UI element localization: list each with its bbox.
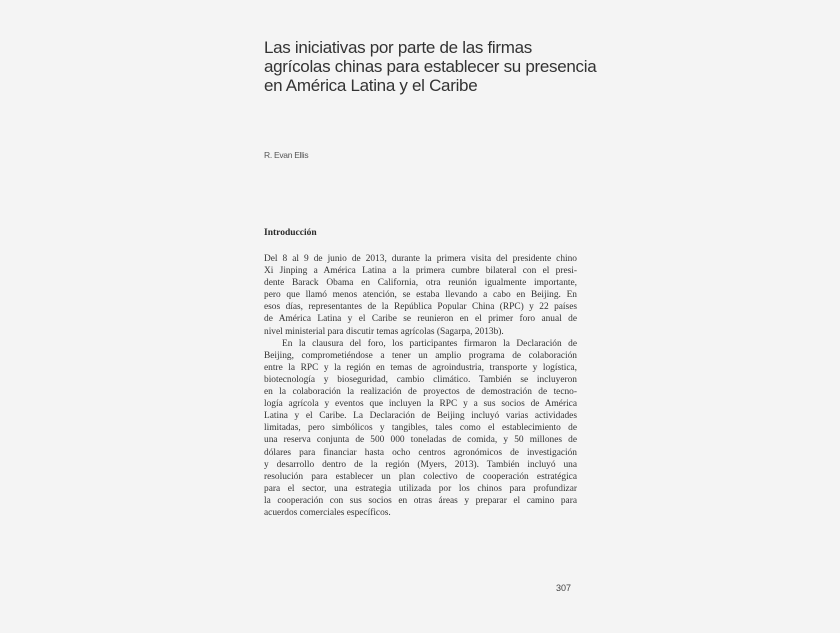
text-line: de América Latina y el Caribe se reunieron en el primer foro anual de <box>264 314 577 325</box>
page-number: 307 <box>556 583 572 593</box>
chapter-title <box>264 38 597 95</box>
text-line: pero que llamó menos atención, se estaba llevando a cabo en Beijing. En <box>264 290 577 301</box>
text-line: limitadas, pero simbólicos y tangibles, tales como el establecimiento de <box>264 423 577 434</box>
text-line: entre la RPC y la región en temas de agroindustria, transporte y logística, <box>264 362 577 373</box>
text-line: acuerdos comerciales específicos. <box>264 507 391 518</box>
text-line: la cooperación con sus socios en otras áreas y preparar el camino para <box>264 495 577 506</box>
title-line: en América Latina y el Caribe <box>264 76 478 95</box>
author-name: R. Evan Ellis <box>264 150 309 160</box>
paragraph-1 <box>264 253 577 338</box>
paragraph-2 <box>264 338 577 519</box>
text-line: dente Barack Obama en California, otra reunión igualmente importante, <box>264 278 577 289</box>
section-heading: Introducción <box>264 228 317 238</box>
title-line: agrícolas chinas para establecer su presencia <box>264 57 597 76</box>
text-line: esos días, representantes de la República Popular China (RPC) y 22 países <box>264 302 577 313</box>
text-line: para el sector, una estrategia utilizada por los chinos para profundizar <box>264 483 577 494</box>
text-line: y desarrollo dentro de la región (Myers, 2013). También incluyó una <box>264 459 577 470</box>
text-line: biotecnología y bioseguridad, cambio climático. También se incluyeron <box>264 374 577 385</box>
text-line: Beijing, comprometiéndose a tener un amplio programa de colaboración <box>264 350 577 361</box>
text-line: resolución para establecer un plan colectivo de cooperación estratégica <box>264 471 577 482</box>
text-line: una reserva conjunta de 500 000 toneladas de comida, y 50 millones de <box>264 435 577 446</box>
text-line: Latina y el Caribe. La Declaración de Beijing incluyó varias actividades <box>264 411 577 422</box>
text-line: logía agrícola y eventos que incluyen la RPC y a sus socios de América <box>264 399 577 410</box>
text-line: En la clausura del foro, los participantes firmaron la Declaración de <box>282 338 577 349</box>
text-line: en la colaboración la realización de proyectos de demostración de tecno- <box>264 387 577 398</box>
title-line: Las iniciativas por parte de las firmas <box>264 38 532 57</box>
text-line: dólares para financiar hasta ocho centros agronómicos de investigación <box>264 447 577 458</box>
body-text <box>264 253 577 519</box>
text-line: nivel ministerial para discutir temas agrícolas (Sagarpa, 2013b). <box>264 326 504 337</box>
text-line: Xi Jinping a América Latina a la primera cumbre bilateral con el presi- <box>264 266 577 277</box>
text-line: Del 8 al 9 de junio de 2013, durante la primera visita del presidente chino <box>264 254 577 264</box>
